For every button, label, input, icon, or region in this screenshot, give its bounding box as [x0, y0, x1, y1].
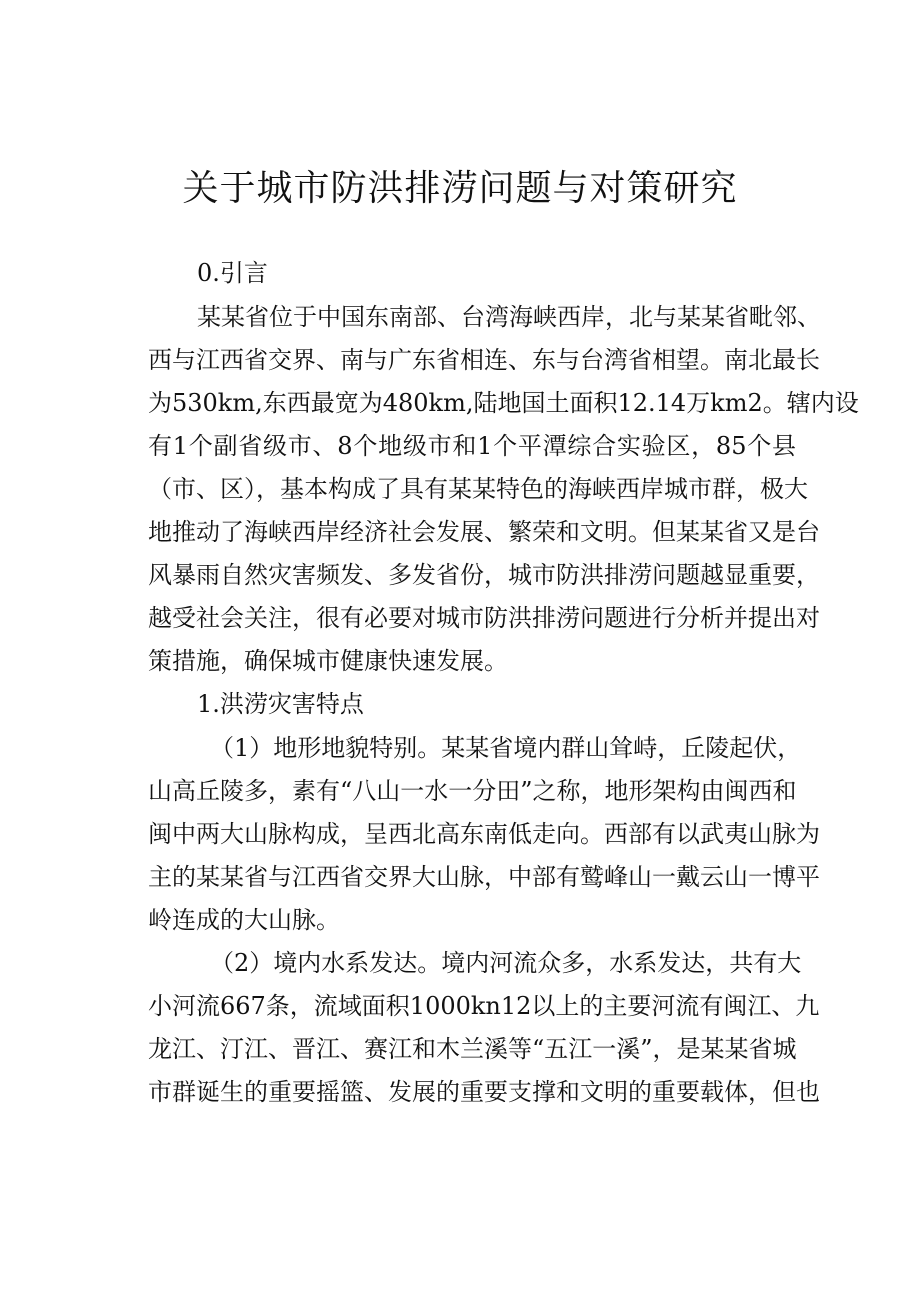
- section-heading-intro: 0.引言: [197, 259, 268, 287]
- terrain-line: （1）地形地貌特别。某某省境内群山耸峙，丘陵起伏，: [210, 734, 802, 762]
- intro-line: 策措施，确保城市健康快速发展。: [148, 647, 508, 675]
- section-heading-flood: 1.洪涝灾害特点: [197, 690, 364, 718]
- intro-line: 有1个副省级市、8个地级市和1个平潭综合实验区，85个县: [148, 432, 796, 460]
- water-line: 龙江、汀江、晋江、赛江和木兰溪等“五江一溪”，是某某省城: [148, 1035, 797, 1063]
- terrain-line: 山高丘陵多，素有“八山一水一分田”之称，地形架构由闽西和: [148, 777, 797, 805]
- intro-line: 风暴雨自然灾害频发、多发省份，城市防洪排涝问题越显重要，: [148, 561, 820, 589]
- intro-line: 某某省位于中国东南部、台湾海峡西岸，北与某某省毗邻、: [197, 303, 821, 331]
- intro-line: 为530km,东西最宽为480km,陆地国土面积12.14万km2。辖内设: [148, 389, 859, 417]
- water-line: 小河流667条，流域面积1000kn12以上的主要河流有闽江、九: [148, 992, 820, 1020]
- terrain-line: 闽中两大山脉构成，呈西北高东南低走向。西部有以武夷山脉为: [148, 820, 820, 848]
- document-title: 关于城市防洪排涝问题与对策研究: [182, 168, 738, 209]
- terrain-line: 主的某某省与江西省交界大山脉，中部有鹫峰山一戴云山一博平: [148, 863, 820, 891]
- intro-line: （市、区），基本构成了具有某某特色的海峡西岸城市群，极大: [148, 475, 808, 503]
- intro-line: 越受社会关注，很有必要对城市防洪排涝问题进行分析并提出对: [148, 604, 820, 632]
- water-line: 市群诞生的重要摇篮、发展的重要支撑和文明的重要载体，但也: [148, 1078, 820, 1106]
- intro-line: 西与江西省交界、南与广东省相连、东与台湾省相望。南北最长: [148, 346, 820, 374]
- water-line: （2）境内水系发达。境内河流众多，水系发达，共有大: [210, 949, 802, 977]
- intro-line: 地推动了海峡西岸经济社会发展、繁荣和文明。但某某省又是台: [148, 518, 820, 546]
- terrain-line: 岭连成的大山脉。: [148, 906, 340, 934]
